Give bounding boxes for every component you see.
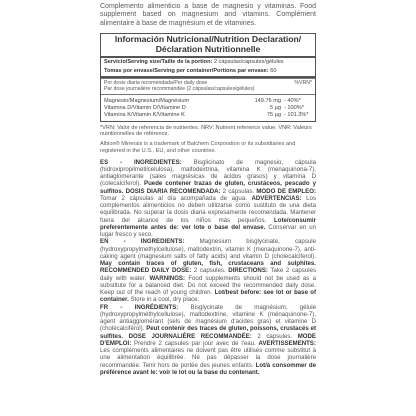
es-directions-heading: MODO DE EMPLEO: [256, 187, 316, 195]
es-warnings-heading: ADVERTENCIAS: [251, 194, 302, 202]
es-dose-heading: DOSIS DIARIA RECOMENDADA: [123, 187, 221, 195]
es-directions: Tomar 2 cápsulas al día acompañada de agua. [100, 194, 252, 202]
fr-traces: Peut contenir des traces de gluten, poissons, crustacés et sulfites. [100, 325, 316, 340]
multilingual-text [100, 159, 316, 377]
section-fr [100, 304, 316, 377]
es-ingredients: Bisglicinato de magnesio, cápsula (hidroxipropilmetilcelulosa), maltodextrina, vitamina K (menaquinona-7), antiaglomerante (sales magnésicas de ácidos grasos) y vitamina D (colecalciferol). [100, 158, 316, 188]
trademark-notice: Albion® Minerals is a trademark of Balchem Corporation or its subsidiaries and registered in the U.S., EU, and other countries. [100, 141, 296, 154]
fr-warnings: Les compléments alimentaires ne doivent pas être utilisés comme substitut à une alimentation équilibrée. Ne pas dépasser la dose journalière recommandée. Tenir hors de portée des jeunes enfants. [100, 347, 316, 369]
en-warnings: Food supplements should not be used as a substitute for a balanced diet. Do not exceed the recommended daily dose. Keep out of the reach of young children. [100, 274, 316, 297]
section-en [100, 238, 316, 303]
column-header-line1: Por dosis diaria recomendada/Per daily dose [104, 80, 208, 86]
fr-ingredients-heading: FR - INGRÉDIENTS: [100, 303, 179, 311]
fr-warnings-heading: AVERTISSEMENTS: [258, 339, 316, 347]
fr-ingredients: Bisglycinate de magnésium, gélule (hydroxypropylméthylcellulose), maltodextrine, vitamine K (ménaquinone-7), agent antiagglomérant (sels de magnésium d'acides gras) et vitamine D (cholécalciférol). [100, 303, 316, 333]
es-storage: Conservar en un lugar fresco y seco. [100, 223, 316, 239]
nutrition-panel-title [101, 34, 315, 58]
fr-directions-heading: MODE D'EMPLOI: [100, 332, 316, 347]
en-lot: Lot/best before: see lot or base of container. [100, 289, 317, 304]
en-dose: 2 capsules. [191, 267, 229, 275]
nutrient-row [101, 105, 315, 112]
en-ingredients: Magnesium bisglycinate, capsule (hydroxypropylmethylcellulose), maltodextrin, vitamin K (menaquinone-7), anti-caking agent (magnesium salts of fatty acids) and vitamin D (cholecalciferol). [100, 238, 316, 260]
fr-dose: 2 capsules. [251, 332, 298, 340]
nutrient-dvr: - 100%* [284, 104, 304, 111]
es-traces: Puede contener trazas de gluten, crustáceos, pescado y sulfitos. [100, 180, 316, 195]
nutrition-title-line2: Déclaration Nutritionnelle [155, 43, 261, 54]
servings-per-container-value: 60 [270, 68, 277, 75]
nutrition-title-line1: Información Nutricional/Nutrition Declaration/ [114, 34, 302, 45]
nutrient-row [101, 95, 315, 105]
section-es [100, 159, 316, 239]
intro-text: Complemento alimenticio a base de magnesio y vitaminas. Food supplement based on magnesium and vitamins. Complément alimentaire à base de magnésium et de vitamines. [100, 3, 316, 27]
en-ingredients-heading: EN - INGREDIENTS: [100, 238, 185, 246]
serving-size-value: 2 cápsulas/capsules/gélules [213, 59, 284, 66]
product-label [100, 0, 316, 376]
nutrition-column-header [101, 78, 315, 94]
en-dose-heading: RECOMMENDED DAILY DOSE: [100, 267, 192, 275]
servings-per-container [101, 67, 315, 78]
column-header-dvr: %VRN* [294, 80, 312, 86]
servings-per-container-label: Tomas por envase/Serving per container/Portions par envase: [104, 68, 269, 75]
es-warnings: Los complementos alimenticios no deben utilizarse como sustituto de una dieta equilibrada. No superar la dosis diaria expresamente recomendada. Mantener fuera del alcance de los niños más pequeños. [100, 194, 316, 224]
nutrient-quantity: 5 µg [270, 104, 281, 111]
fr-lot: Lot/à consommer de préférence avant le: voir le lot ou la base du contenant. [100, 361, 316, 376]
es-dose: 2 cápsulas. [220, 187, 257, 195]
nutrient-name: Vitamina D/Vitamin D/Vitamine D [104, 104, 186, 111]
nutrient-row [101, 112, 315, 121]
nutrient-name: Vitamina K/Vitamin K/Vitamine K [104, 111, 185, 118]
nrv-footnote: *VRN: Valor de referencia de nutrientes. NRV: Nutrient reference value. VNR: Valeurs nutritionnelles de référence. [100, 124, 312, 138]
serving-info [101, 58, 315, 67]
en-directions: Take 2 capsules daily with water. [100, 267, 316, 282]
fr-directions: Prendre 2 capsules par jour avec de l'eau. [131, 339, 259, 347]
en-directions-heading: DIRECTIONS: [228, 267, 268, 275]
nutrient-dvr: - 40%* [284, 97, 301, 104]
es-ingredients-heading: ES - INGREDIENTES: [100, 158, 182, 166]
serving-size-label: Servicio/Serving size/Taille de la portion: [104, 59, 213, 66]
fr-dose-heading: DOSE JOURNALIÈRE RECOMMANDÉE: [123, 332, 252, 340]
nutrient-quantity: 149.76 mg [254, 97, 281, 104]
nutrient-name: Magnesio/Magnesium/Magnésium [104, 97, 190, 104]
nutrition-panel [100, 33, 316, 122]
en-traces: May contain traces of gluten, fish, crustaceans and sulphites. [100, 260, 316, 268]
en-storage: Store in a cool, dry place. [128, 296, 200, 304]
en-warnings-heading: WARNINGS: [149, 274, 186, 282]
nutrient-quantity: 75 µg [266, 111, 281, 118]
nutrient-dvr: - 101.3%* [284, 111, 309, 118]
es-lot: Lote/consumir preferentemente antes de: ver lote o base del envase. [100, 216, 316, 231]
serving-size [104, 59, 312, 66]
column-header-line2: Par dose journalière recommandée (2 cápsulas/capsules/gélules) [104, 86, 255, 93]
